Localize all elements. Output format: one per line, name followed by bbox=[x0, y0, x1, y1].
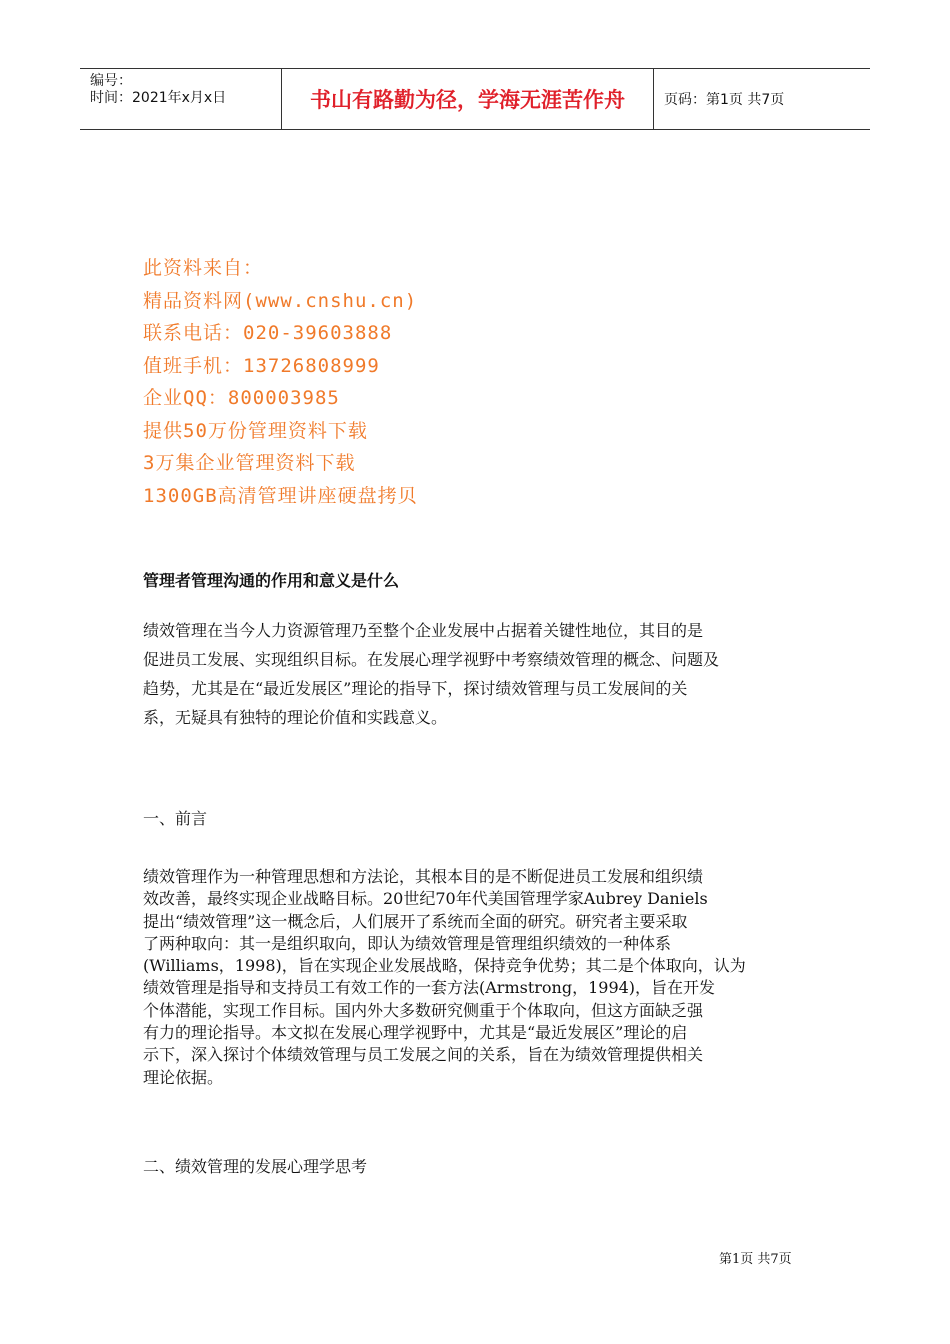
info-line: 1300GB高清管理讲座硬盘拷贝 bbox=[143, 484, 418, 507]
time-label: 时间：2021年x月x日 bbox=[90, 90, 227, 106]
body-line: 了两种取向：其一是组织取向，即认为绩效管理是管理组织绩效的一种体系 bbox=[143, 933, 672, 953]
intro-line: 促进员工发展、实现组织目标。在发展心理学视野中考察绩效管理的概念、问题及 bbox=[143, 650, 720, 669]
section1-body bbox=[143, 866, 808, 1089]
header-page-label: 页码：第1页 共7页 bbox=[664, 92, 785, 108]
body-line: 效改善，最终实现企业战略目标。20世纪70年代美国管理学家Aubrey Daniels bbox=[143, 889, 708, 909]
info-line: 联系电话：020-39603888 bbox=[143, 322, 393, 344]
source-info-block bbox=[143, 252, 418, 512]
intro-paragraph bbox=[143, 616, 808, 732]
body-line: (Williams，1998)，旨在实现企业发展战略，保持竞争优势；其二是个体取向，认为 bbox=[143, 956, 746, 976]
body-line: 个体潜能，实现工作目标。国内外大多数研究侧重于个体取向，但这方面缺乏强 bbox=[143, 1000, 704, 1020]
info-line: 值班手机：13726808999 bbox=[143, 354, 380, 377]
info-line: 此资料来自： bbox=[143, 257, 264, 279]
body-line: 示下，深入探讨个体绩效管理与员工发展之间的关系，旨在为绩效管理提供相关 bbox=[143, 1045, 704, 1065]
header-motto: 书山有路勤为径，学海无涯苦作舟 bbox=[282, 69, 654, 129]
info-line: 3万集企业管理资料下载 bbox=[143, 452, 356, 474]
intro-line: 趋势，尤其是在“最近发展区”理论的指导下，探讨绩效管理与员工发展间的关 bbox=[143, 679, 688, 698]
info-line: 提供50万份管理资料下载 bbox=[143, 419, 368, 442]
article-title: 管理者管理沟通的作用和意义是什么 bbox=[143, 571, 400, 590]
number-label: 编号： bbox=[90, 73, 132, 89]
section-heading: 二、绩效管理的发展心理学思考 bbox=[143, 1157, 368, 1176]
intro-line: 系，无疑具有独特的理论价值和实践意义。 bbox=[143, 708, 448, 727]
intro-line: 绩效管理在当今人力资源管理乃至整个企业发展中占据着关键性地位，其目的是 bbox=[143, 621, 704, 640]
info-line: 企业QQ：800003985 bbox=[143, 387, 340, 409]
body-line: 绩效管理作为一种管理思想和方法论，其根本目的是不断促进员工发展和组织绩 bbox=[143, 867, 704, 886]
header-meta bbox=[80, 69, 282, 129]
body-line: 理论依据。 bbox=[143, 1067, 224, 1087]
body-line: 提出“绩效管理”这一概念后，人们展开了系统而全面的研究。研究者主要采取 bbox=[143, 911, 688, 931]
page-header bbox=[80, 68, 870, 130]
body-line: 绩效管理是指导和支持员工有效工作的一套方法(Armstrong，1994)，旨在开发 bbox=[143, 978, 716, 998]
body-line: 有力的理论指导。本文拟在发展心理学视野中，尤其是“最近发展区”理论的启 bbox=[143, 1023, 688, 1043]
page-footer: 第1页 共7页 bbox=[719, 1252, 792, 1267]
info-line: 精品资料网(www.cnshu.cn) bbox=[143, 289, 418, 312]
section-heading: 一、前言 bbox=[143, 809, 208, 828]
